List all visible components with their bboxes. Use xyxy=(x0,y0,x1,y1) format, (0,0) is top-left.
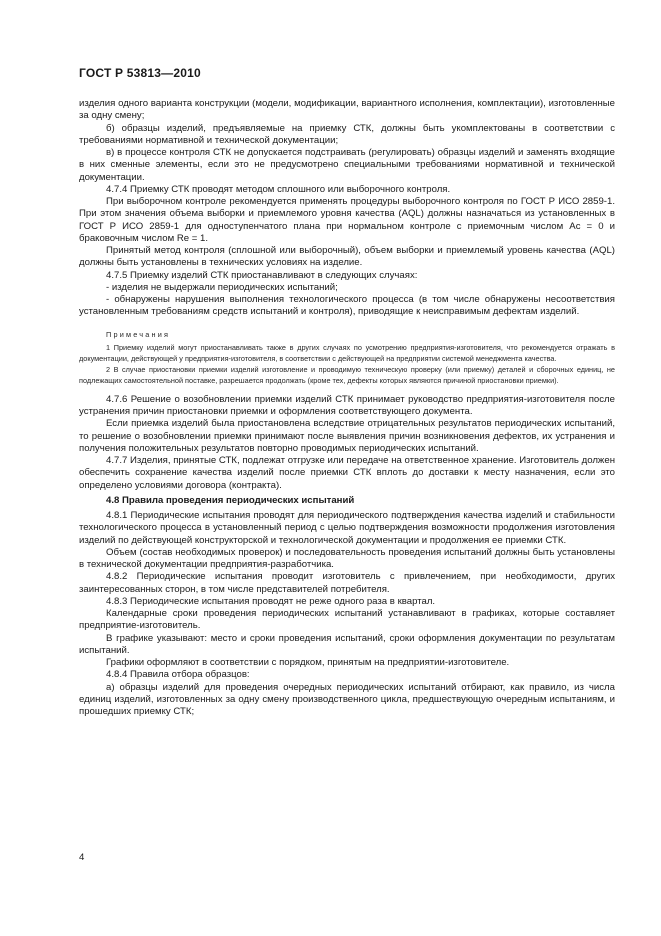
note-item: 1 Приемку изделий могут приостанавливать также в других случаях по усмотрению предприятия-изготовителя, что рекомендуется отражать в документации, действующей у предприятия-изготовителя, в соответствии с действующей на предприятии системой менеджмента качества. xyxy=(79,342,615,363)
notes-title: Примечания xyxy=(106,329,171,339)
paragraph: 4.8.4 Правила отбора образцов: xyxy=(106,669,250,681)
paragraph: 4.7.5 Приемку изделий СТК приостанавливают в следующих случаях: xyxy=(106,269,418,281)
list-item: - обнаружены нарушения выполнения технологического процесса (в том числе обнаружены несоответствия установленным требованиям средств испытаний и контроля), приводящие к неисправимым дефектам изделий. xyxy=(79,294,615,318)
paragraph: 4.7.6 Решение о возобновлении приемки изделий СТК принимает руководство предприятия-изготовителя после устранения причин приостановки приемки и оформления соответствующего документа. xyxy=(79,393,615,418)
document-header: ГОСТ Р 53813—2010 xyxy=(79,66,201,80)
paragraph: 4.8.1 Периодические испытания проводят для периодического подтверждения качества изделий и стабильности технологического процесса в установленный период с целью подтверждения возможности продолжения изготовления изделий по действующей конструкторской и технологической документации и продолжения ее приемки СТК. xyxy=(79,510,615,546)
paragraph: Принятый метод контроля (сплошной или выборочный), объем выборки и приемлемый уровень качества (AQL) должны быть установлены в технических условиях на изделие. xyxy=(79,245,615,269)
document-body xyxy=(79,98,615,718)
paragraph: 4.8.3 Периодические испытания проводят не реже одного раза в квартал. xyxy=(106,595,436,607)
paragraph: 4.8.2 Периодические испытания проводит изготовитель с привлечением, при необходимости, других заинтересованных сторон, в том числе представителей потребителя. xyxy=(79,571,615,595)
notes-block xyxy=(79,329,615,386)
note-item: 2 В случае приостановки приемки изделий изготовление и проводимую техническую проверку (или приемку) деталей и сборочных единиц, не подлежащих самостоятельной поставке, разрешается продолжать (кроме тех, дефекты которых являются причиной приостановки приемки). xyxy=(79,364,615,385)
paragraph: б) образцы изделий, предъявляемые на приемку СТК, должны быть укомплектованы в соответствии с требованиями нормативной и технической документации; xyxy=(79,122,615,146)
list-item: - изделия не выдержали периодических испытаний; xyxy=(106,281,338,293)
list-item: а) образцы изделий для проведения очередных периодических испытаний отбирают, как правило, из числа единиц изделий, изготовленных за одну смену производственного цикла, предшествующую очередным испытаниям, и прошедших приемку СТК; xyxy=(79,681,615,718)
paragraph: Если приемка изделий была приостановлена вследствие отрицательных результатов периодических испытаний, то решение о возобновлении приемки принимают после выявления причин возникновения дефектов, их устранения и получения положительных результатов повторно проводимых периодических испытаний. xyxy=(79,418,615,454)
paragraph: в) в процессе контроля СТК не допускается подстраивать (регулировать) образцы изделий и заменять входящие в них сменные элементы, если это не предусмотрено специальными требованиями нормативной и технической документации. xyxy=(79,147,615,183)
paragraph: При выборочном контроле рекомендуется применять процедуры выборочного контроля по ГОСТ Р ИСО 2859-1. При этом значения объема выборки и приемлемого уровня качества (AQL) должны назначаться из установленных в ГОСТ Р ИСО 2859-1 для одноступенчатого плана при нормальном контроле с приемочным числом Ac = 0 и браковочным числом Re = 1. xyxy=(79,196,615,244)
page-number: 4 xyxy=(79,852,85,863)
paragraph: Графики оформляют в соответствии с порядком, принятым на предприятии-изготовителе. xyxy=(106,657,510,669)
document-page xyxy=(79,66,615,718)
paragraph: Календарные сроки проведения периодических испытаний устанавливают в графиках, которые составляет предприятие-изготовитель. xyxy=(79,608,615,632)
paragraph: изделия одного варианта конструкции (модели, модификации, вариантного исполнения, комплектации), изготовленные за одну смену; xyxy=(79,98,615,122)
paragraph: 4.7.7 Изделия, принятые СТК, подлежат отгрузке или передаче на ответственное хранение. Изготовитель должен обеспечить сохранение качества изделий после приемки СТК вплоть до доставки к месту назначения, если это определено условиями договора (контракта). xyxy=(79,455,615,491)
paragraph: Объем (состав необходимых проверок) и последовательность проведения испытаний должны быть установлены в технической документации предприятия-разработчика. xyxy=(79,546,615,571)
section-title: 4.8 Правила проведения периодических испытаний xyxy=(106,494,355,506)
paragraph: В графике указывают: место и сроки проведения испытаний, сроки оформления документации по результатам испытаний. xyxy=(79,632,615,656)
paragraph: 4.7.4 Приемку СТК проводят методом сплошного или выборочного контроля. xyxy=(106,183,451,195)
